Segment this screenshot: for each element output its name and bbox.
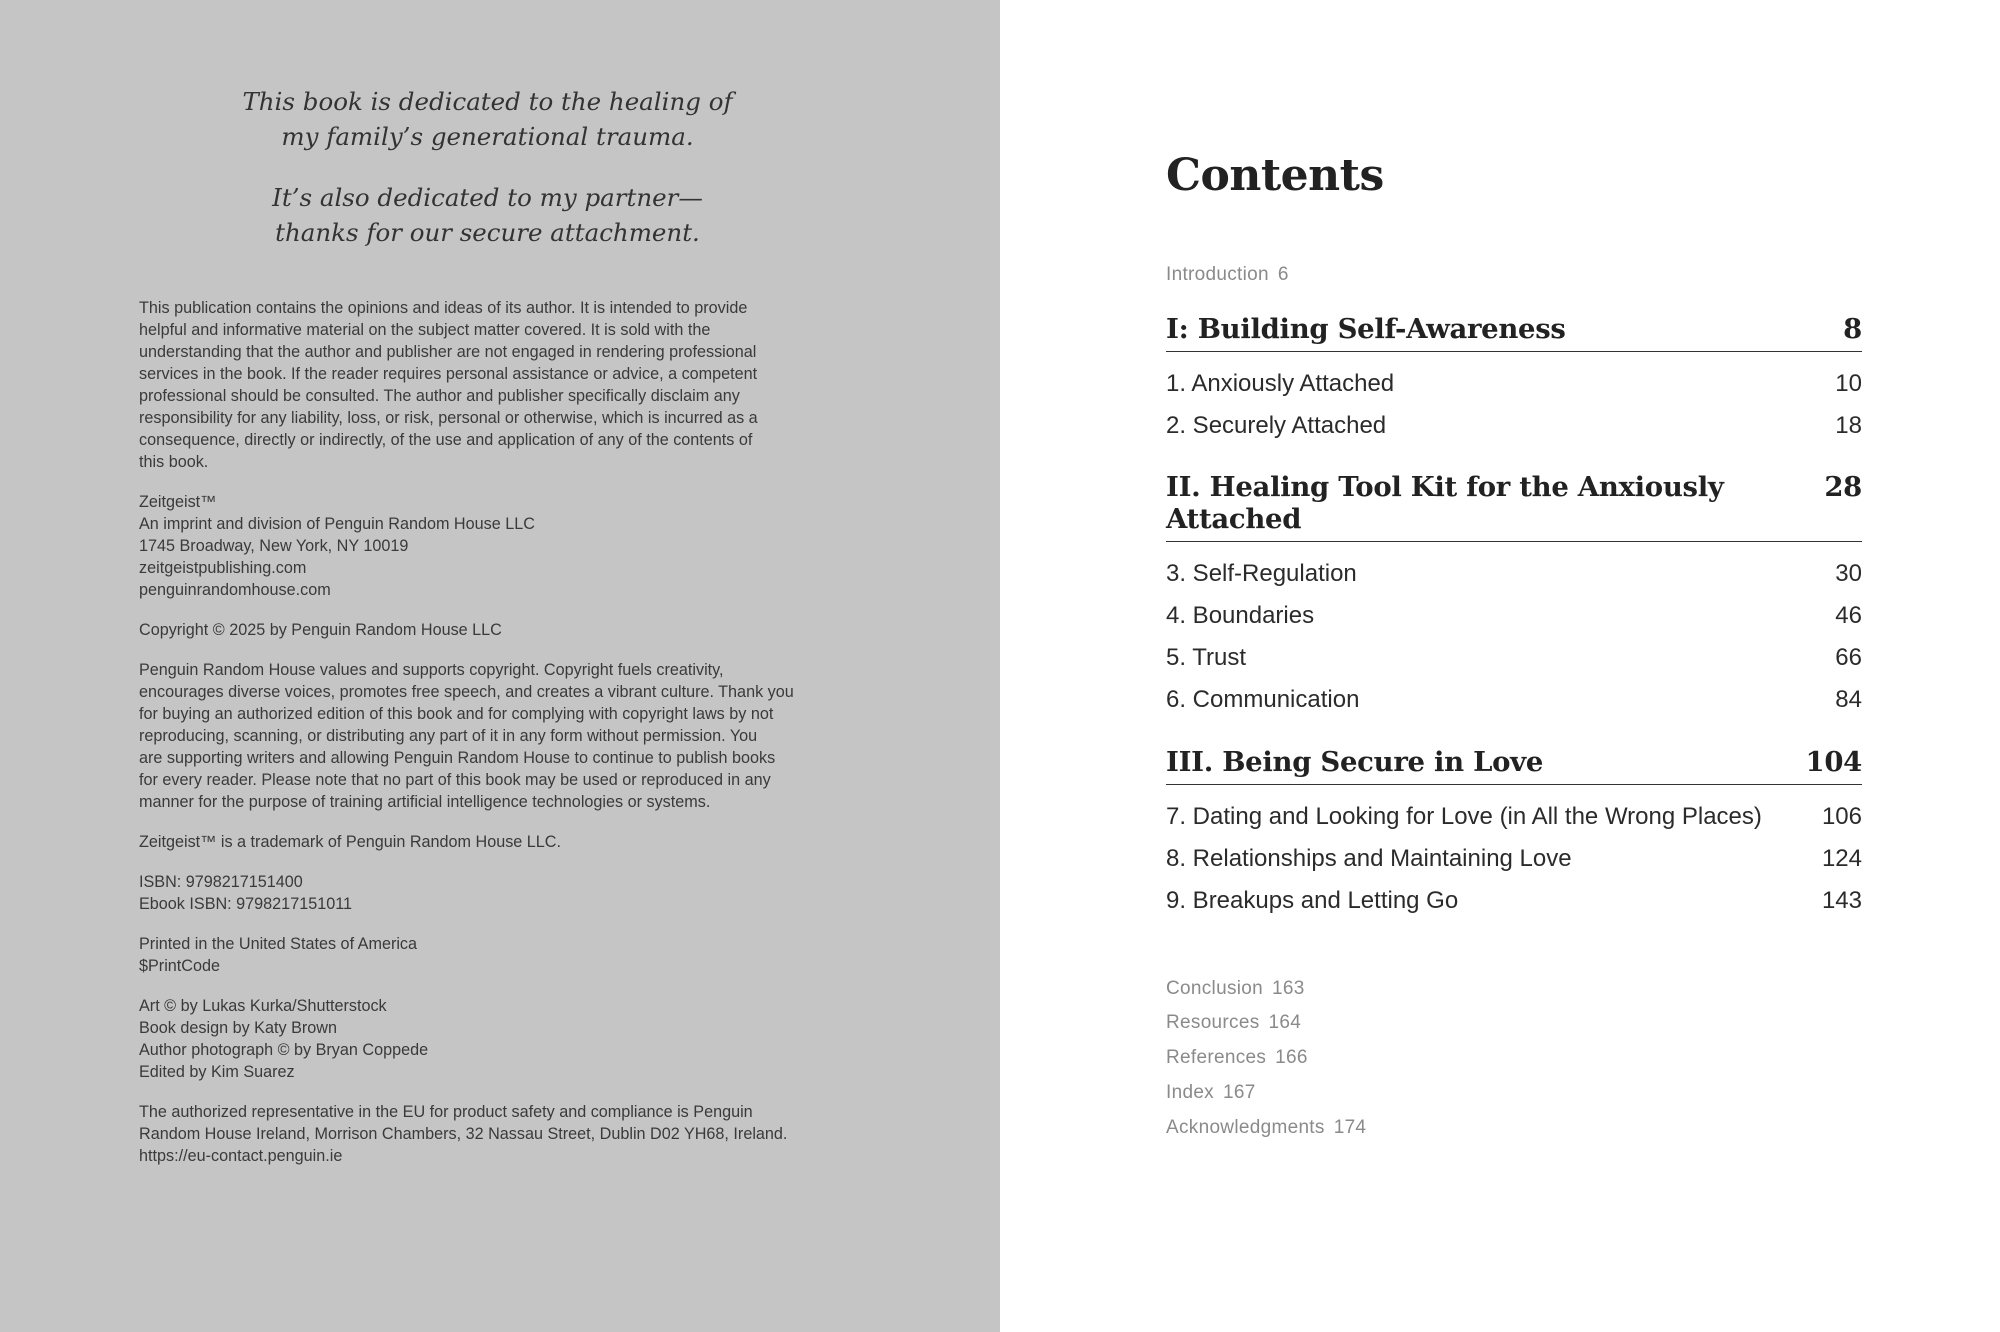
chapter-entry bbox=[1166, 637, 1862, 679]
toc-entry-label: Conclusion bbox=[1166, 977, 1263, 999]
table-of-contents bbox=[1166, 258, 1862, 1145]
chapter-entry bbox=[1166, 405, 1862, 447]
part-page: 8 bbox=[1843, 312, 1862, 345]
part-title: II. Healing Tool Kit for the Anxiously Attached bbox=[1166, 470, 1724, 535]
eu-representative: The authorized representative in the EU for product safety and compliance is Penguin Random House Ireland, Morrison Chambers, 32 Nassau Street, Dublin D02 YH68, Ireland. https://eu-contact.penguin.ie bbox=[139, 1103, 788, 1165]
copyright-line: Copyright © 2025 by Penguin Random House LLC bbox=[139, 621, 502, 639]
chapter-entry bbox=[1166, 838, 1862, 880]
chapter-entry bbox=[1166, 880, 1862, 922]
toc-entry-page: 167 bbox=[1222, 1081, 1256, 1103]
toc-entry-label: Introduction bbox=[1166, 264, 1269, 285]
chapter-entry bbox=[1166, 363, 1862, 405]
copyright-statement: Penguin Random House values and supports copyright. Copyright fuels creativity, encourages diverse voices, promotes free speech, and creates a vibrant culture. Thank you for buying an authorized edition of this book and for complying with copyright laws by not reproducing, scanning, or distributing any part of it in any form without permission. You are supporting writers and allowing Penguin Random House to continue to publish books for every reader. Please note that no part of this book may be used or reproduced in any manner for the purpose of training artificial intelligence technologies or systems. bbox=[139, 661, 794, 811]
chapter-title: 7. Dating and Looking for Love (in All the Wrong Places) bbox=[1166, 802, 1762, 830]
trademark-line: Zeitgeist™ is a trademark of Penguin Random House LLC. bbox=[139, 833, 561, 851]
chapter-page: 66 bbox=[1835, 643, 1862, 671]
chapter-page: 18 bbox=[1835, 411, 1862, 439]
toc-entry-page: 163 bbox=[1272, 977, 1305, 999]
toc-entry-label: Index bbox=[1166, 1081, 1214, 1103]
chapter-title: 3. Self-Regulation bbox=[1166, 559, 1357, 587]
contents-page bbox=[1000, 0, 2000, 1332]
chapter-title: 6. Communication bbox=[1166, 685, 1360, 713]
dedication bbox=[130, 84, 845, 276]
chapter-entry bbox=[1166, 796, 1862, 838]
chapter-page: 46 bbox=[1835, 601, 1862, 629]
chapter-title: 2. Securely Attached bbox=[1166, 411, 1387, 439]
chapter-title: 4. Boundaries bbox=[1166, 601, 1315, 629]
toc-introduction bbox=[1166, 258, 1862, 293]
part-page: 28 bbox=[1824, 470, 1862, 503]
dedication-line-2: It’s also dedicated to my partner— thanks for our secure attachment. bbox=[272, 183, 703, 247]
imprint-block bbox=[139, 297, 839, 1185]
toc-acknowledgments bbox=[1166, 1111, 1862, 1146]
toc-references bbox=[1166, 1041, 1862, 1076]
toc-entry-label: Acknowledgments bbox=[1166, 1116, 1325, 1138]
toc-back-matter bbox=[1166, 972, 1862, 1146]
part-1-chapters bbox=[1166, 352, 1862, 447]
part-page: 104 bbox=[1805, 745, 1862, 778]
contents-title: Contents bbox=[1166, 150, 1384, 201]
part-title: III. Being Secure in Love bbox=[1166, 745, 1544, 778]
part-heading-2 bbox=[1166, 471, 1862, 542]
toc-entry-page: 6 bbox=[1277, 264, 1289, 285]
toc-resources bbox=[1166, 1006, 1862, 1041]
chapter-entry bbox=[1166, 595, 1862, 637]
toc-conclusion bbox=[1166, 972, 1862, 1007]
chapter-title: 9. Breakups and Letting Go bbox=[1166, 886, 1459, 914]
chapter-title: 5. Trust bbox=[1166, 643, 1247, 671]
chapter-entry bbox=[1166, 553, 1862, 595]
dedication-line-1: This book is dedicated to the healing of my family’s generational trauma. bbox=[242, 87, 733, 151]
part-3-chapters bbox=[1166, 785, 1862, 922]
toc-entry-page: 174 bbox=[1333, 1116, 1367, 1138]
chapter-page: 143 bbox=[1821, 886, 1862, 914]
credits-block: Art © by Lukas Kurka/Shutterstock Book design by Katy Brown Author photograph © by Bryan Coppede Edited by Kim Suarez bbox=[139, 997, 429, 1081]
chapter-page: 30 bbox=[1835, 559, 1862, 587]
chapter-title: 1. Anxiously Attached bbox=[1166, 369, 1395, 397]
chapter-title: 8. Relationships and Maintaining Love bbox=[1166, 844, 1572, 872]
toc-index bbox=[1166, 1076, 1862, 1111]
part-heading-3 bbox=[1166, 746, 1862, 785]
toc-entry-label: Resources bbox=[1166, 1012, 1260, 1034]
chapter-page: 124 bbox=[1821, 844, 1862, 872]
disclaimer-paragraph: This publication contains the opinions and ideas of its author. It is intended to provide helpful and informative material on the subject matter covered. It is sold with the understanding that the author and publisher are not engaged in rendering professional services in the book. If the reader requires personal assistance or advice, a competent professional should be consulted. The author and publisher specifically disclaim any responsibility for any liability, loss, or risk, personal or otherwise, which is incurred as a consequence, directly or indirectly, of the use and application of any of the contents of this book. bbox=[139, 299, 758, 471]
toc-entry-page: 164 bbox=[1268, 1012, 1302, 1034]
printed-in-line: Printed in the United States of America $PrintCode bbox=[139, 935, 418, 975]
publisher-address: Zeitgeist™ An imprint and division of Penguin Random House LLC 1745 Broadway, New York, NY 10019 zeitgeistpublishing.com penguinrandomhouse.com bbox=[139, 493, 535, 599]
toc-entry-label: References bbox=[1166, 1047, 1267, 1069]
chapter-page: 84 bbox=[1835, 685, 1862, 713]
part-heading-1 bbox=[1166, 313, 1862, 352]
part-2-chapters bbox=[1166, 542, 1862, 721]
chapter-page: 106 bbox=[1821, 802, 1862, 830]
chapter-entry bbox=[1166, 679, 1862, 721]
toc-entry-page: 166 bbox=[1275, 1047, 1308, 1069]
chapter-page: 10 bbox=[1835, 369, 1862, 397]
isbn-block: ISBN: 9798217151400 Ebook ISBN: 9798217151011 bbox=[139, 873, 353, 913]
part-title: I: Building Self-Awareness bbox=[1166, 312, 1566, 345]
